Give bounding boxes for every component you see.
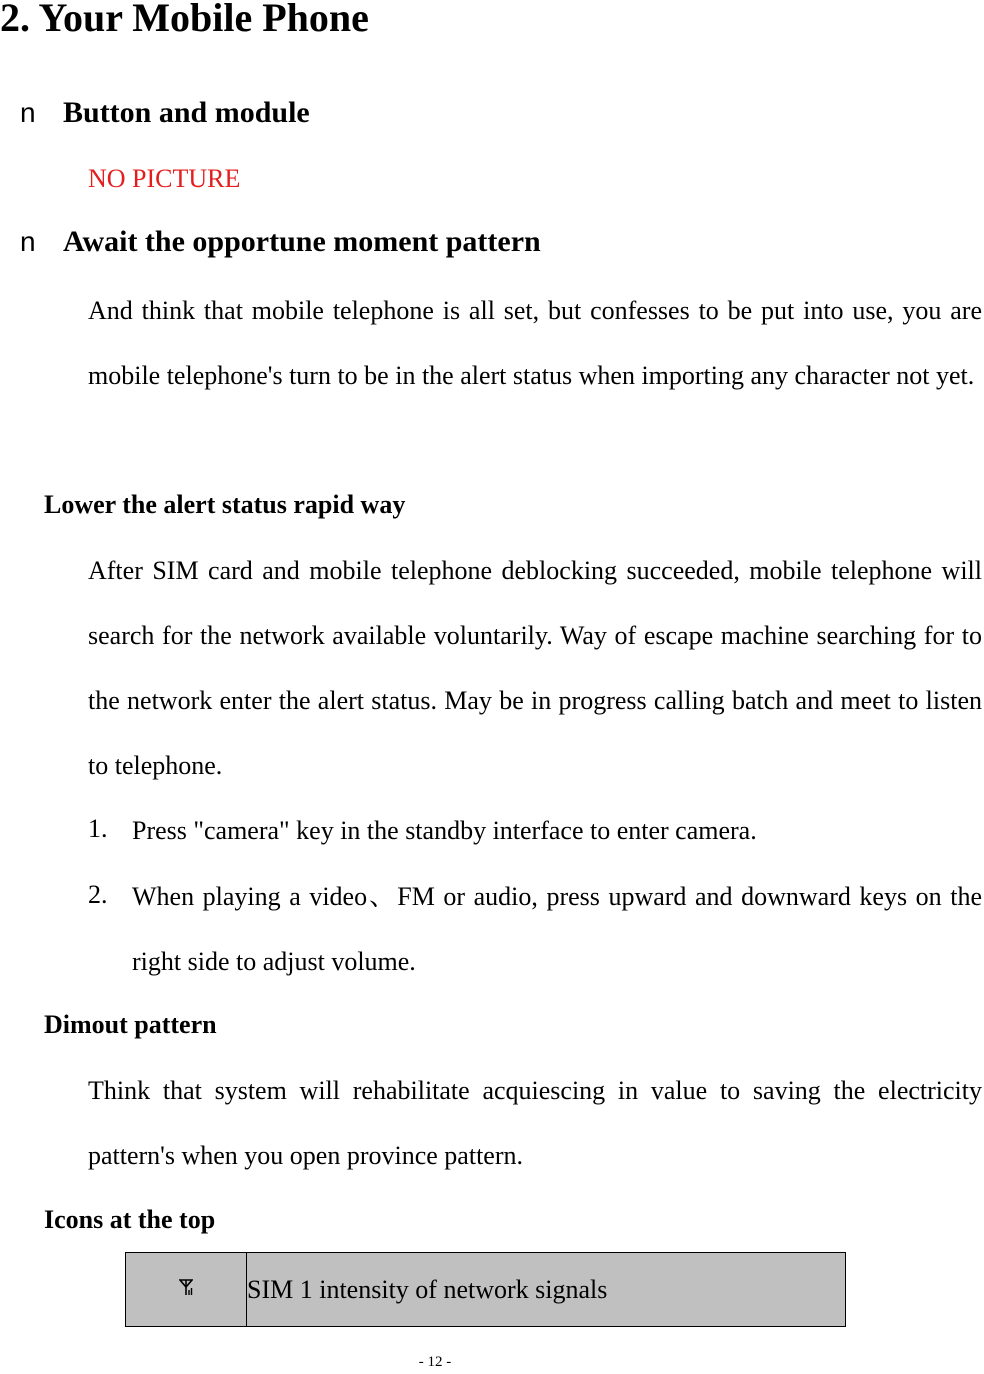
table-row [126, 1253, 846, 1327]
await-pattern-paragraph: And think that mobile telephone is all set, but confesses to be put into use, you are mobile telephone's turn to be in the alert status when importing any character not yet. [88, 296, 982, 390]
no-picture-note: NO PICTURE [88, 164, 241, 193]
section-heading-icons: Icons at the top [44, 1205, 216, 1234]
section-heading-lower-alert: Lower the alert status rapid way [44, 490, 406, 519]
list-item-number: 2. [88, 880, 108, 909]
bullet-marker: n [20, 226, 36, 257]
dimout-paragraph: Think that system will rehabilitate acquiescing in value to saving the electricity pattern's when you open province pattern. [88, 1076, 982, 1170]
icons-table [125, 1252, 846, 1327]
page-number: - 12 - [418, 1354, 452, 1370]
bullet-marker: n [20, 97, 36, 128]
signal-antenna-icon [179, 1278, 193, 1296]
lower-alert-paragraph: After SIM card and mobile telephone deblocking succeeded, mobile telephone will search for the network available voluntarily. Way of escape machine searching for to the network enter the alert status. May be in progress calling batch and meet to listen to telephone. [88, 556, 982, 780]
page-title: 2. Your Mobile Phone [0, 0, 369, 40]
list-item-text: When playing a video、FM or audio, press upward and downward keys on the right side to adjust volume. [132, 882, 982, 976]
section-heading-await-pattern: Await the opportune moment pattern [63, 225, 541, 258]
icon-cell [126, 1253, 247, 1327]
section-heading-dimout: Dimout pattern [44, 1010, 217, 1039]
section-heading-button-module: Button and module [63, 96, 310, 129]
icon-description: SIM 1 intensity of network signals [247, 1253, 846, 1327]
list-item-number: 1. [88, 814, 108, 843]
list-item-text: Press "camera" key in the standby interface to enter camera. [132, 816, 757, 845]
